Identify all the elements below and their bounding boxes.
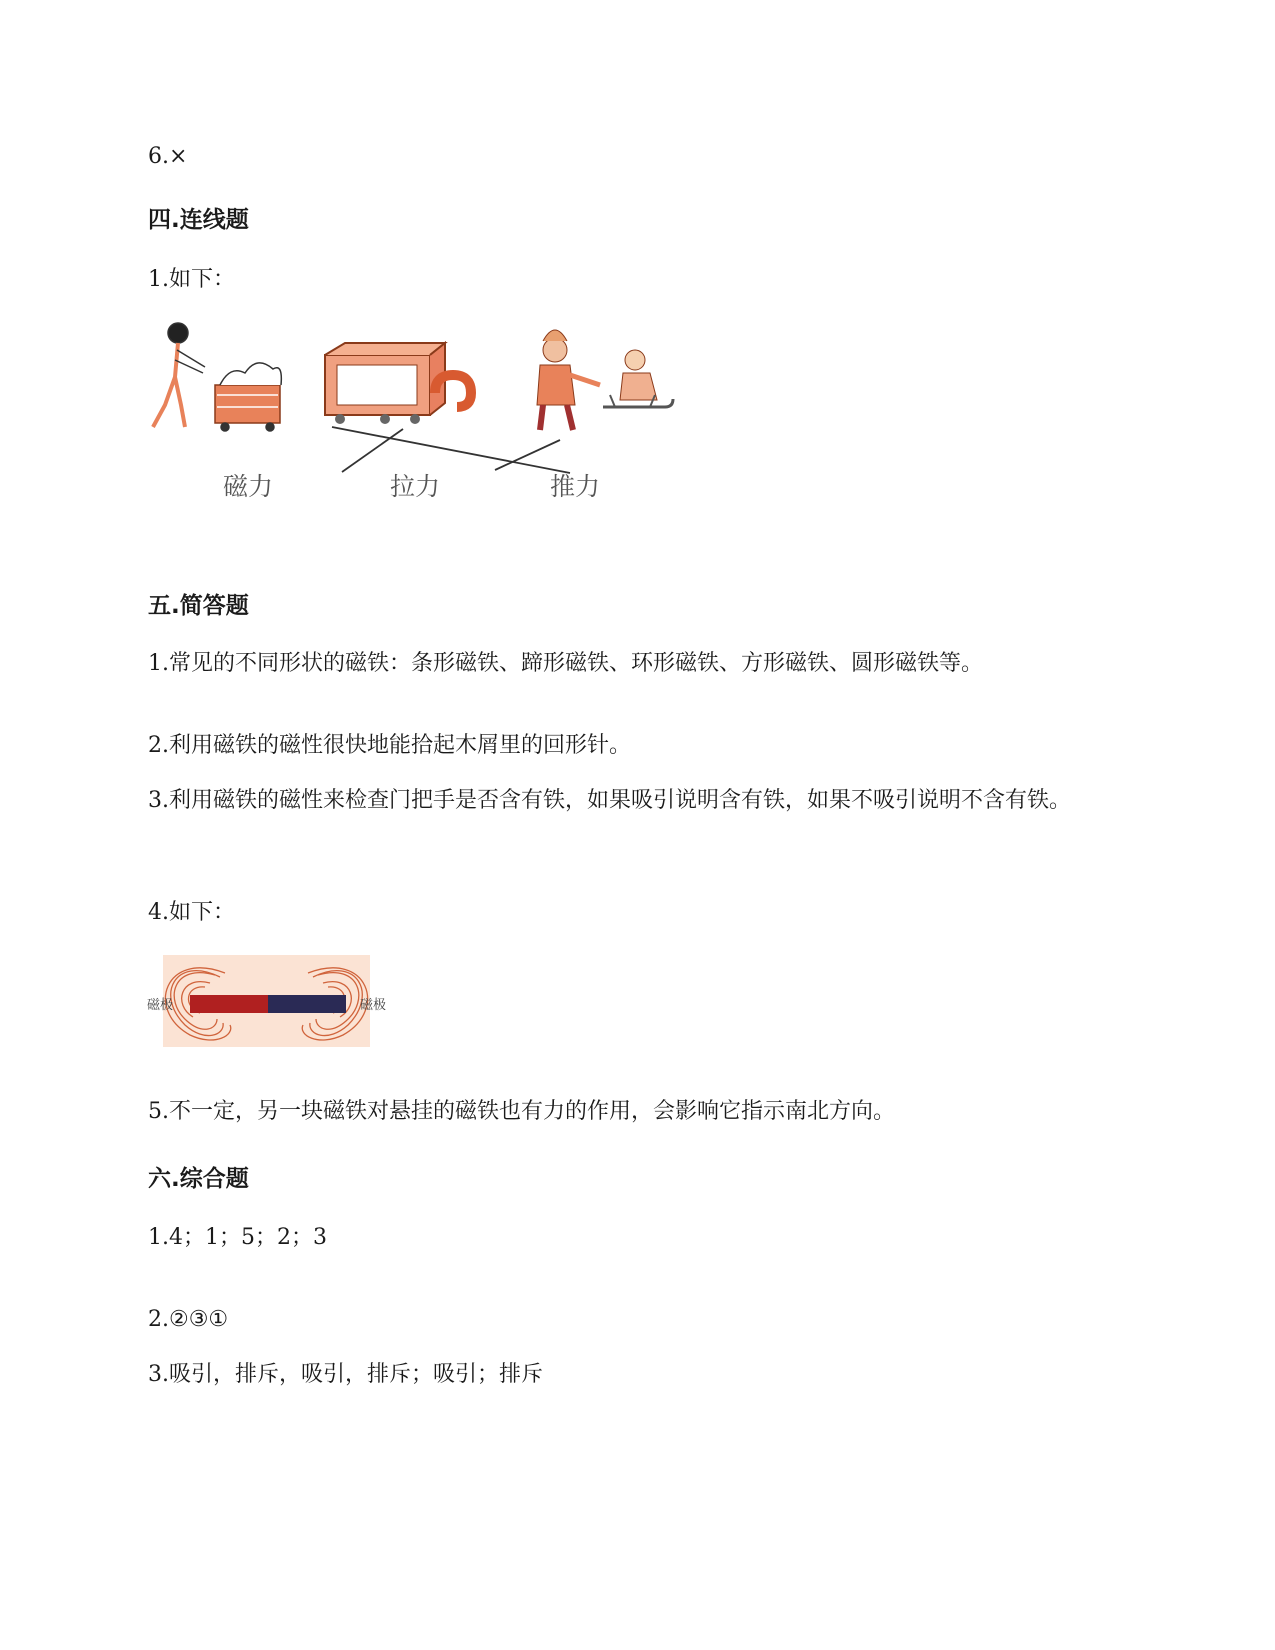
section-5-heading: 五.简答题 xyxy=(148,593,249,619)
label-pushing-force: 推力 xyxy=(550,472,601,501)
answer-5-1: 1.常见的不同形状的磁铁：条形磁铁、蹄形磁铁、环形磁铁、方形磁铁、圆形磁铁等。 xyxy=(148,651,983,676)
answer-5-2: 2.利用磁铁的磁性很快地能拾起木屑里的回形针。 xyxy=(148,733,631,758)
answer-3-6: 6.× xyxy=(148,144,188,169)
left-pole-label: 磁极 xyxy=(147,998,174,1013)
section-6-heading: 六.综合题 xyxy=(148,1166,249,1192)
answer-6-2: 2.②③① xyxy=(148,1307,229,1332)
answer-5-4: 4.如下： xyxy=(148,900,235,925)
boy-pushing-cart-image xyxy=(153,323,281,431)
section-4-heading: 四.连线题 xyxy=(148,207,249,233)
kids-sled-image xyxy=(537,330,673,430)
answer-5-3: 3.利用磁铁的磁性来检查门把手是否含有铁，如果吸引说明含有铁，如果不吸引说明不含有铁。 xyxy=(148,788,1071,813)
cart-and-magnet-image xyxy=(325,343,471,424)
magnet-north-half xyxy=(190,995,268,1013)
bar-magnet-figure xyxy=(145,955,395,1047)
label-magnetic-force: 磁力 xyxy=(223,472,274,501)
answer-4-1: 1.如下： xyxy=(148,267,235,292)
answer-6-3: 3.吸引，排斥，吸引，排斥；吸引；排斥 xyxy=(148,1362,543,1387)
answer-6-1: 1.4；1；5；2；3 xyxy=(148,1225,327,1250)
right-pole-label: 磁极 xyxy=(360,998,387,1013)
answer-5-5: 5.不一定，另一块磁铁对悬挂的磁铁也有力的作用，会影响它指示南北方向。 xyxy=(148,1099,895,1124)
matching-figure xyxy=(145,315,685,510)
label-pulling-force: 拉力 xyxy=(390,472,441,501)
magnet-south-half xyxy=(268,995,346,1013)
matching-lines xyxy=(332,427,570,473)
